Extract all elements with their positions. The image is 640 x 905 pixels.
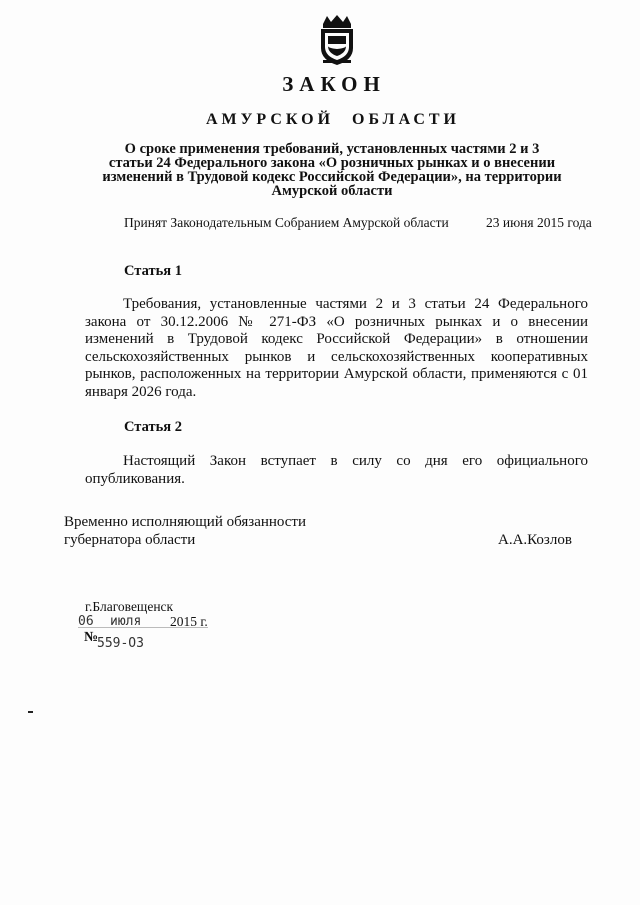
law-name [92, 142, 572, 198]
law-name-line: статьи 24 Федерального закона «О розничных рынках и о внесении [108, 155, 556, 171]
law-name-line: изменений в Трудовой кодекс Российской Федерации», на территории [102, 169, 562, 185]
article-2-heading: Статья 2 [124, 419, 182, 435]
law-name-line: О сроке применения требований, установленных частями 2 и 3 [124, 141, 540, 157]
signatory-position-line: губернатора области [64, 531, 196, 548]
signatory-name: А.А.Козлов [498, 532, 572, 548]
adoption-text: Принят Законодательным Собранием Амурской области [124, 215, 449, 230]
article-1-heading: Статья 1 [124, 263, 182, 279]
article-1-text: Требования, установленные частями 2 и 3 статьи 24 Федерального закона от 30.12.2006 № 271-ФЗ «О розничных рынках и о внесении изменений в Трудовой кодекс Российской Федерации» в отношении сельскохозяйственных рынков и сельскохозяйственных кооперативных рынков, расположенных на территории Амурской области, применяются с 01 января 2026 года. [85, 296, 588, 400]
document-title: ЗАКОН [282, 72, 386, 96]
signing-place: г.Благовещенск [85, 599, 174, 614]
signatory-position [64, 514, 306, 549]
law-number: 559-ОЗ [97, 636, 144, 651]
number-sign: № [84, 630, 99, 645]
article-2-text: Настоящий Закон вступает в силу со дня его официального опубликования. [85, 453, 588, 487]
signing-day: 06 [78, 614, 94, 629]
amur-oblast-coat-of-arms-icon [317, 14, 357, 66]
signing-year: 2015 г. [170, 614, 208, 629]
document-subtitle: АМУРСКОЙ ОБЛАСТИ [206, 111, 460, 128]
signatory-position-line: Временно исполняющий обязанности [64, 514, 307, 530]
scan-artifact [28, 711, 33, 713]
law-name-line: Амурской области [271, 183, 393, 199]
adoption-date: 23 июня 2015 года [486, 215, 592, 230]
signing-month: июля [110, 614, 142, 629]
